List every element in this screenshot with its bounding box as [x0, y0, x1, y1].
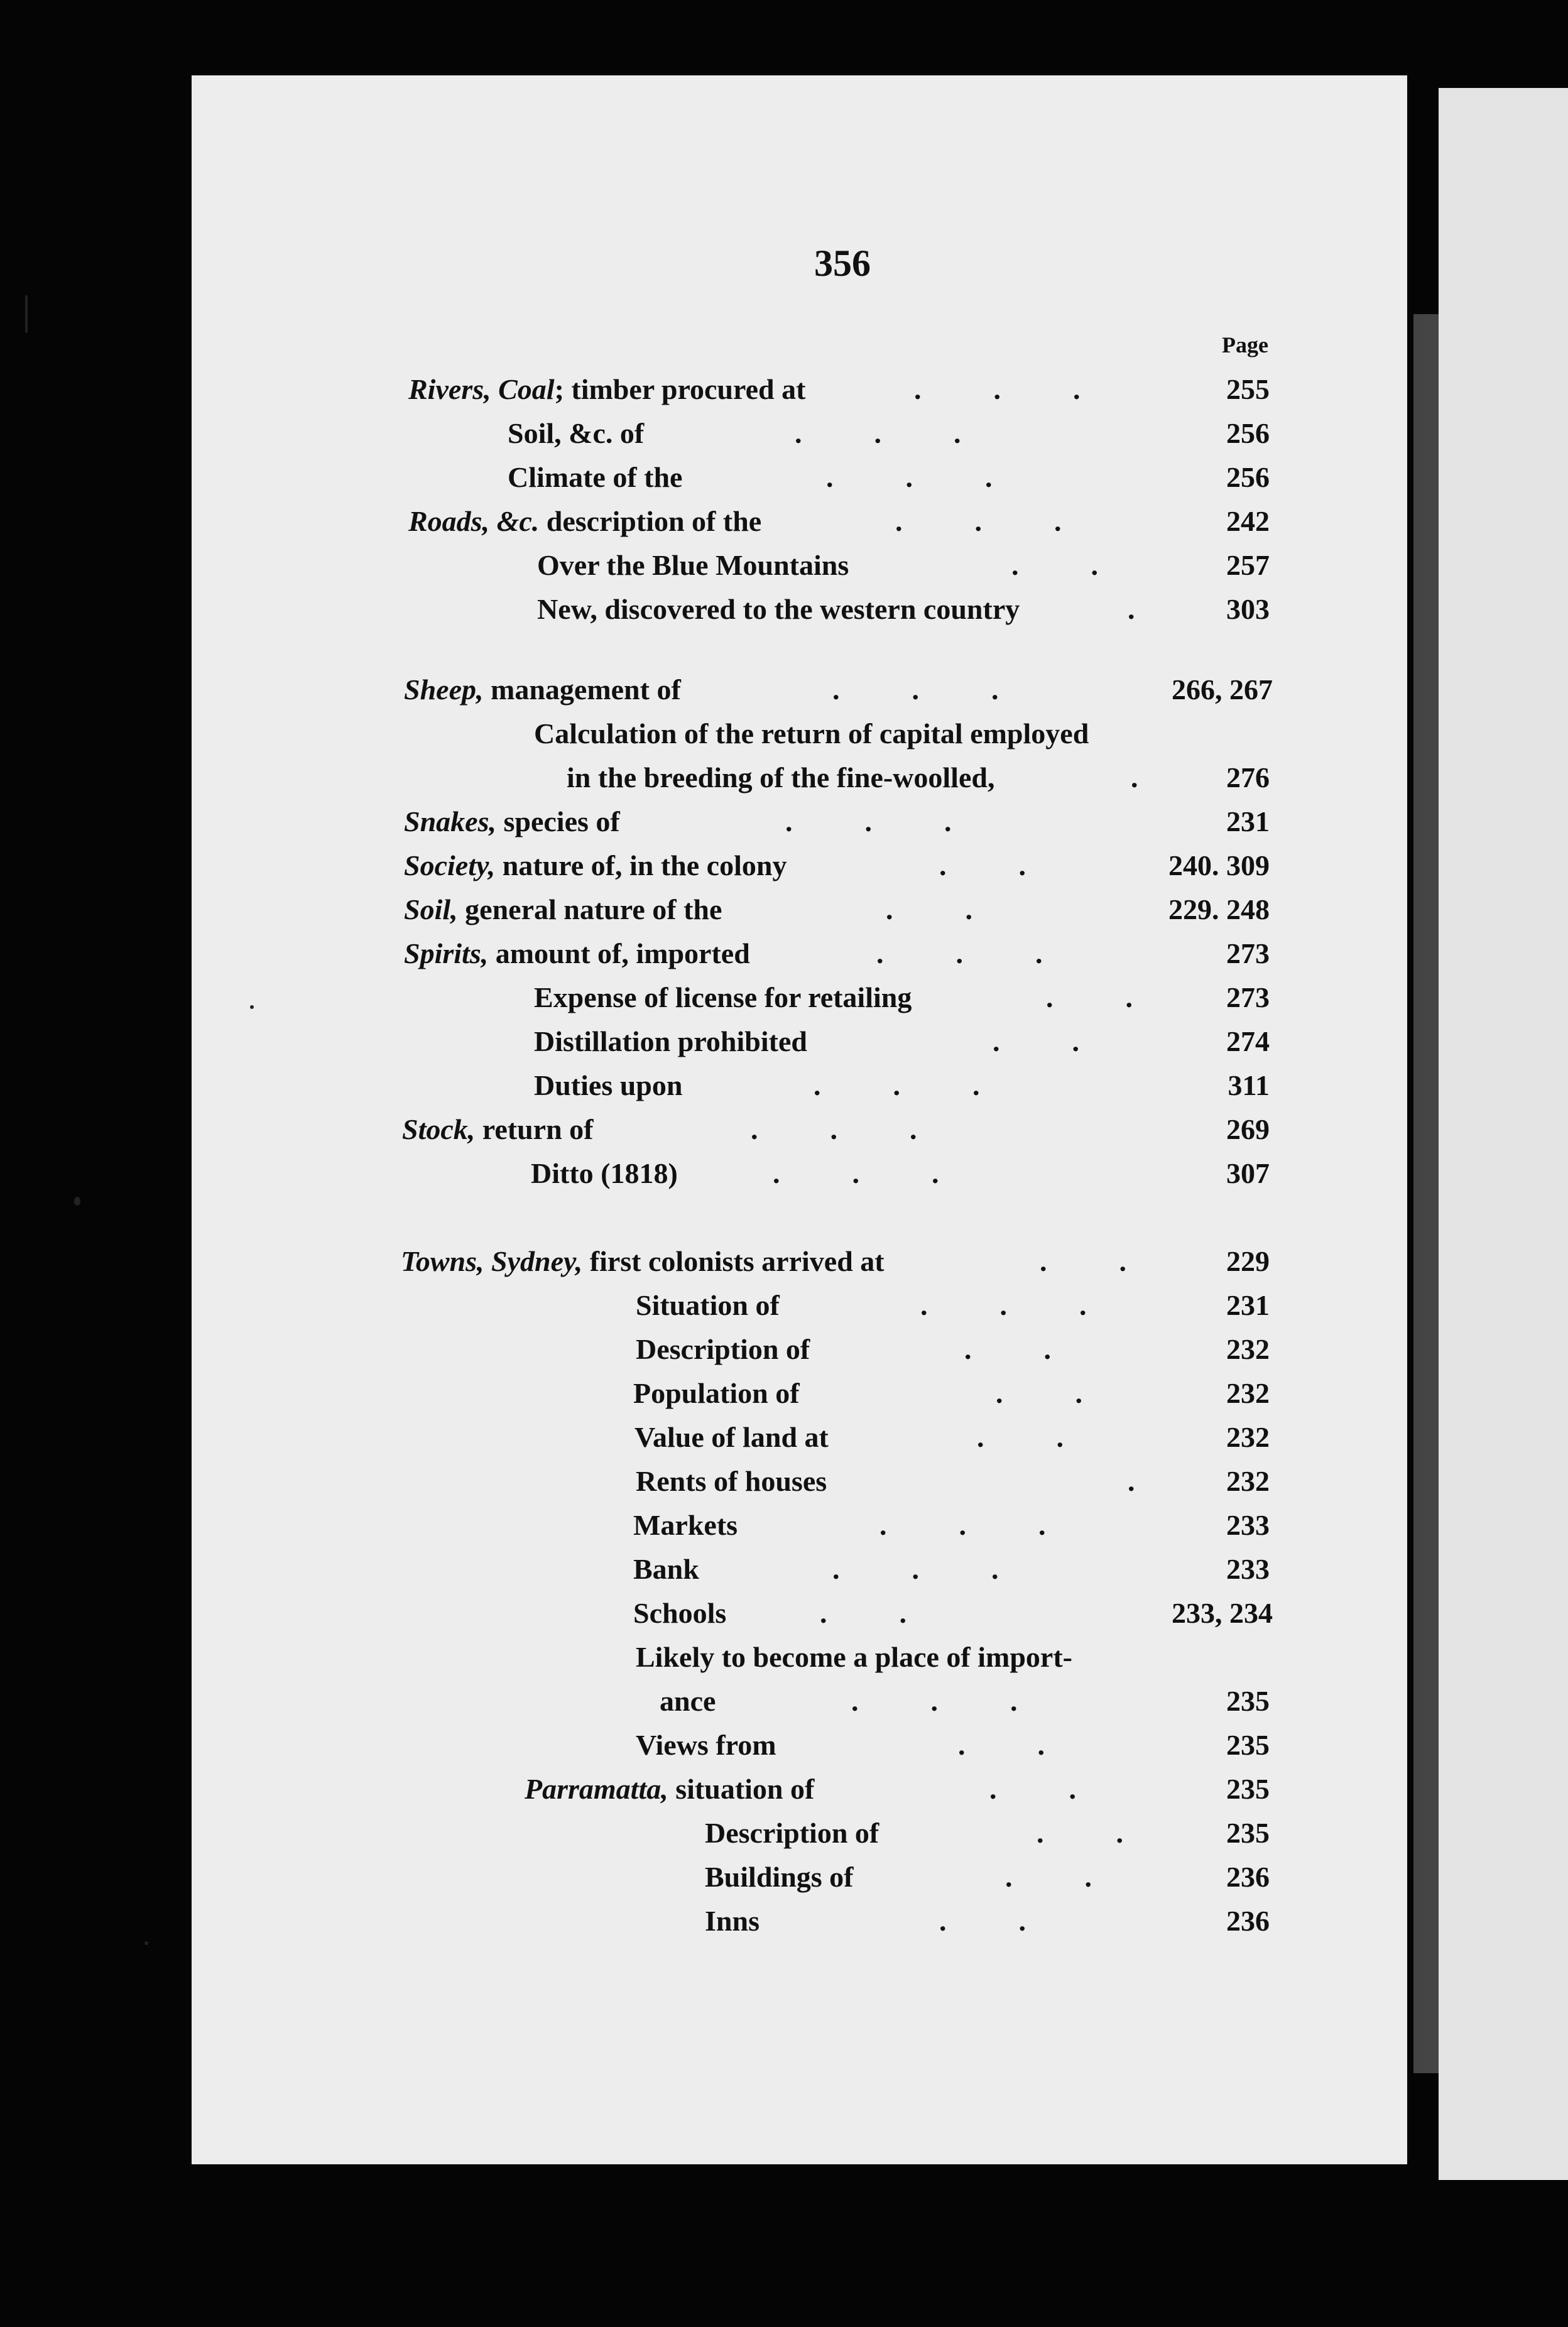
- index-entry-stock: Stock, return of: [402, 1113, 594, 1145]
- page-reference: 235: [1226, 1685, 1270, 1717]
- page-reference: 236: [1226, 1861, 1270, 1893]
- leader-dots: . . .: [773, 1157, 939, 1189]
- index-subentry: New, discovered to the western country: [537, 593, 1020, 625]
- index-subentry: Distillation prohibited: [534, 1025, 807, 1057]
- index-subentry: Markets: [633, 1509, 738, 1541]
- page-reference: 233, 234: [1172, 1597, 1273, 1629]
- leader-dots: . .: [1011, 549, 1098, 581]
- leader-dots: . . .: [895, 505, 1062, 537]
- index-subentry: Schools: [633, 1597, 727, 1629]
- page-reference: 236: [1226, 1905, 1270, 1937]
- leader-dots: . . .: [920, 1289, 1087, 1321]
- leader-dots: .: [1128, 593, 1135, 625]
- leader-dots: . . .: [876, 937, 1043, 969]
- leader-dots: . .: [989, 1773, 1076, 1805]
- facing-page-edge: [1439, 88, 1568, 2180]
- leader-dots: . . .: [751, 1113, 917, 1145]
- paper-speck: [250, 1005, 254, 1009]
- page-reference: 307: [1226, 1157, 1270, 1189]
- leader-dots: . .: [1005, 1861, 1092, 1893]
- leader-dots: . .: [1046, 981, 1133, 1013]
- index-entry-towns: Towns, Sydney, first colonists arrived at: [401, 1245, 885, 1277]
- page-reference: 235: [1226, 1817, 1270, 1849]
- page-reference: 235: [1226, 1773, 1270, 1805]
- index-entry-snakes: Snakes, species of: [404, 805, 620, 837]
- page-reference: 235: [1226, 1729, 1270, 1761]
- page-reference: 266, 267: [1172, 673, 1273, 706]
- page-reference: 311: [1228, 1069, 1270, 1101]
- leader-dots: . .: [996, 1377, 1082, 1409]
- leader-dots: . .: [886, 893, 972, 925]
- leader-dots: .: [1131, 761, 1138, 793]
- page-reference: 231: [1226, 1289, 1270, 1321]
- index-subentry: Soil, &c. of: [508, 417, 645, 449]
- index-subentry-continued: ance: [660, 1685, 716, 1717]
- page-column-header: Page: [1222, 332, 1268, 357]
- index-subentry: Calculation of the return of capital employed: [534, 717, 1089, 749]
- index-subentry: Description of: [636, 1333, 810, 1365]
- page-reference: 255: [1226, 373, 1270, 405]
- page-reference: 274: [1226, 1025, 1270, 1057]
- index-subentry: Inns: [705, 1905, 760, 1937]
- leader-dots: . .: [1037, 1817, 1123, 1849]
- index-subentry: Rents of houses: [636, 1465, 827, 1497]
- leader-dots: . . .: [814, 1069, 980, 1101]
- leader-dots: . . .: [851, 1685, 1018, 1717]
- leader-dots: . .: [1040, 1245, 1126, 1277]
- leader-dots: . . .: [832, 1553, 999, 1585]
- index-subentry: Likely to become a place of import-: [636, 1641, 1072, 1673]
- leader-dots: . . .: [826, 461, 993, 493]
- index-subentry: Situation of: [636, 1289, 780, 1321]
- index-subentry: Population of: [633, 1377, 800, 1409]
- leader-dots: . . .: [832, 673, 999, 706]
- page-reference: 233: [1226, 1509, 1270, 1541]
- leader-dots: . .: [964, 1333, 1051, 1365]
- index-subentry: Value of land at: [634, 1421, 829, 1453]
- leader-dots: .: [1128, 1465, 1135, 1497]
- index-subentry: Expense of license for retailing: [534, 981, 912, 1013]
- index-subentry: Buildings of: [705, 1861, 854, 1893]
- index-entry-society: Society, nature of, in the colony: [404, 849, 787, 881]
- leader-dots: . . .: [795, 417, 961, 449]
- leader-dots: . .: [977, 1421, 1064, 1453]
- page-reference: 273: [1226, 981, 1270, 1013]
- paper-speck: [25, 295, 28, 333]
- leader-dots: . . .: [914, 373, 1081, 405]
- page-reference: 257: [1226, 549, 1270, 581]
- page-reference: 229. 248: [1168, 893, 1270, 925]
- page-reference: 229: [1226, 1245, 1270, 1277]
- page-reference: 269: [1226, 1113, 1270, 1145]
- page-reference: 232: [1226, 1377, 1270, 1409]
- page-reference: 240. 309: [1168, 849, 1270, 881]
- leader-dots: . .: [939, 849, 1026, 881]
- page-reference: 276: [1226, 761, 1270, 793]
- page-reference: 232: [1226, 1421, 1270, 1453]
- index-subentry: Views from: [636, 1729, 776, 1761]
- page-number: 356: [814, 243, 871, 284]
- page-reference: 256: [1226, 461, 1270, 493]
- index-subentry: Climate of the: [508, 461, 683, 493]
- page-reference: 273: [1226, 937, 1270, 969]
- index-entry-spirits: Spirits, amount of, imported: [404, 937, 750, 969]
- page-reference: 232: [1226, 1333, 1270, 1365]
- index-subentry: Bank: [633, 1553, 699, 1585]
- index-entry-rivers: Rivers, Coal; timber procured at: [408, 373, 806, 405]
- index-entry-parramatta: Parramatta, situation of: [525, 1773, 815, 1805]
- leader-dots: . . .: [785, 805, 952, 837]
- leader-dots: . .: [993, 1025, 1079, 1057]
- paper-speck: [74, 1197, 80, 1206]
- page-reference: 242: [1226, 505, 1270, 537]
- leader-dots: . .: [958, 1729, 1045, 1761]
- index-subentry: Over the Blue Mountains: [537, 549, 849, 581]
- index-entry-roads: Roads, &c. description of the: [408, 505, 762, 537]
- index-subentry: Ditto (1818): [531, 1157, 678, 1189]
- leader-dots: . .: [820, 1597, 906, 1629]
- index-subentry: Duties upon: [534, 1069, 683, 1101]
- page-reference: 233: [1226, 1553, 1270, 1585]
- index-subentry-continued: in the breeding of the fine-woolled,: [567, 761, 995, 793]
- index-subentry: Description of: [705, 1817, 879, 1849]
- paper-speck: [144, 1941, 148, 1945]
- leader-dots: . . .: [879, 1509, 1046, 1541]
- page-reference: 256: [1226, 417, 1270, 449]
- index-entry-soil: Soil, general nature of the: [404, 893, 722, 925]
- index-entry-sheep: Sheep, management of: [404, 673, 681, 706]
- leader-dots: . .: [939, 1905, 1026, 1937]
- page-reference: 231: [1226, 805, 1270, 837]
- page-reference: 303: [1226, 593, 1270, 625]
- page-reference: 232: [1226, 1465, 1270, 1497]
